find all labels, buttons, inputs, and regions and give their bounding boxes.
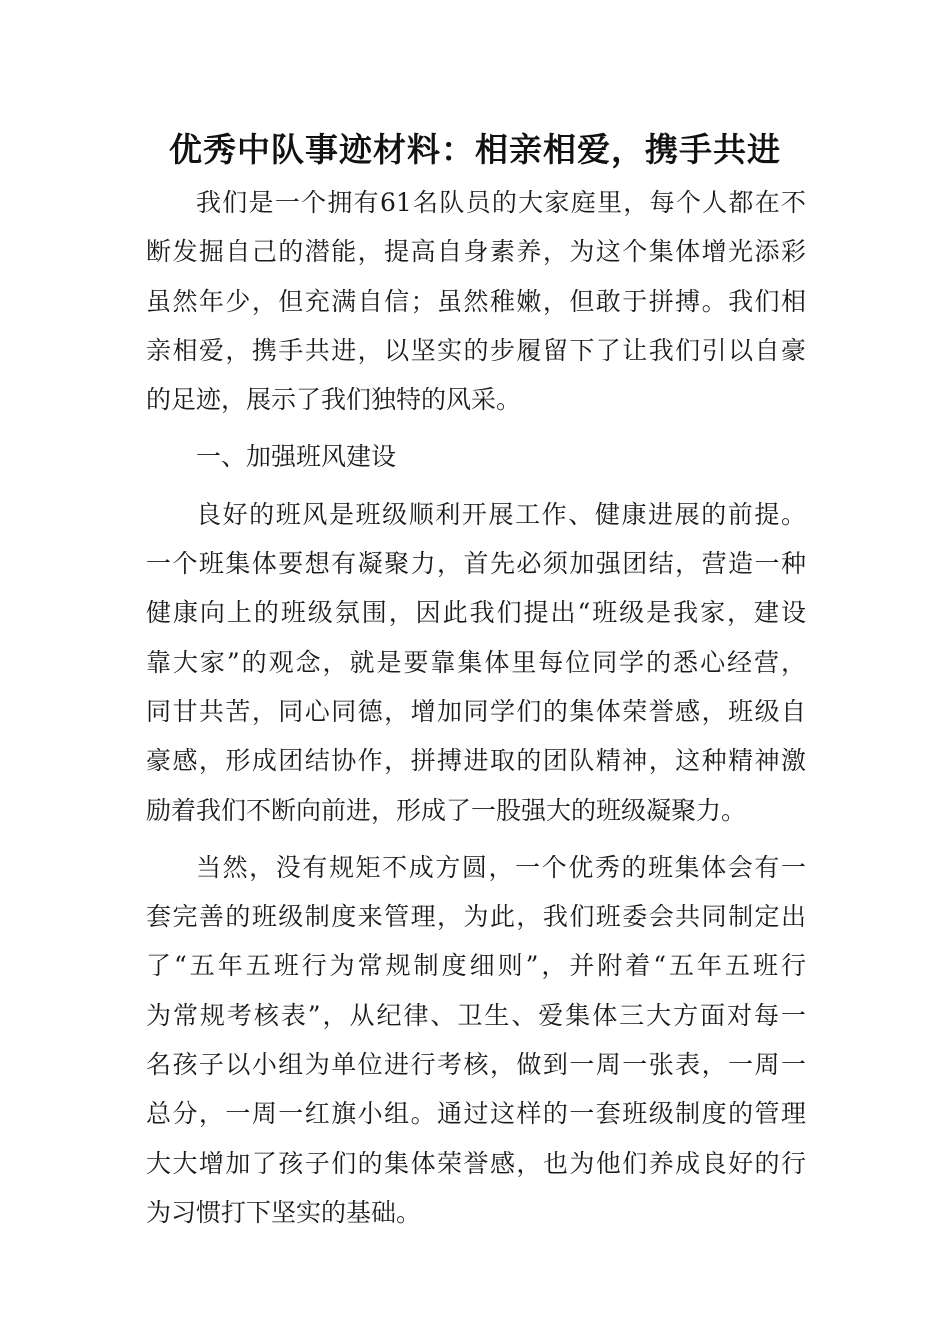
section-heading — [146, 432, 806, 481]
text-line: 励着我们不断向前进，形成了一股强大的班级凝聚力。 — [146, 795, 747, 825]
text-line: 我们是一个拥有61名队员的大家庭里，每个人都在不 — [196, 188, 806, 217]
document-body — [146, 178, 806, 1237]
intro-paragraph — [146, 178, 806, 424]
paragraph-gap — [146, 835, 806, 843]
text-line: 亲相爱，携手共进，以坚实的步履留下了让我们引以自豪 — [146, 335, 806, 365]
document-title: 优秀中队事迹材料：相亲相爱，携手共进 — [169, 130, 781, 169]
text-line: 靠大家”的观念，就是要靠集体里每位同学的悉心经营， — [146, 647, 806, 677]
text-line: 一、加强班风建设 — [196, 442, 397, 472]
text-line: 名孩子以小组为单位进行考核，做到一周一张表，一周一 — [146, 1050, 806, 1080]
text-line: 良好的班风是班级顺利开展工作、健康进展的前提。 — [196, 499, 806, 529]
text-line: 健康向上的班级氛围，因此我们提出“班级是我家，建设 — [146, 598, 806, 628]
rules-paragraph — [146, 843, 806, 1237]
paragraph-gap — [146, 424, 806, 432]
text-line: 豪感，形成团结协作，拼搏进取的团队精神，这种精神激 — [146, 746, 806, 776]
text-line: 的足迹，展示了我们独特的风采。 — [146, 385, 522, 415]
text-line: 了“五年五班行为常规制度细则”，并附着“五年五班行 — [146, 951, 806, 981]
text-line: 断发掘自己的潜能，提高自身素养，为这个集体增光添彩 — [146, 237, 806, 267]
text-line: 当然，没有规矩不成方圆，一个优秀的班集体会有一 — [196, 852, 806, 882]
text-line: 为常规考核表”，从纪律、卫生、爱集体三大方面对每一 — [146, 1000, 806, 1030]
text-line: 总分，一周一红旗小组。通过这样的一套班级制度的管理 — [146, 1099, 806, 1129]
text-line: 一个班集体要想有凝聚力，首先必须加强团结，营造一种 — [146, 549, 806, 579]
text-line: 为习惯打下坚实的基础。 — [146, 1197, 422, 1227]
text-line: 套完善的班级制度来管理，为此，我们班委会共同制定出 — [146, 902, 806, 932]
text-line: 大大增加了孩子们的集体荣誉感，也为他们养成良好的行 — [146, 1148, 806, 1178]
paragraph-gap — [146, 482, 806, 490]
text-line: 同甘共苦，同心同德，增加同学们的集体荣誉感，班级自 — [146, 696, 806, 726]
text-line: 虽然年少，但充满自信；虽然稚嫩，但敢于拼搏。我们相 — [146, 286, 806, 316]
class-spirit-paragraph — [146, 490, 806, 835]
